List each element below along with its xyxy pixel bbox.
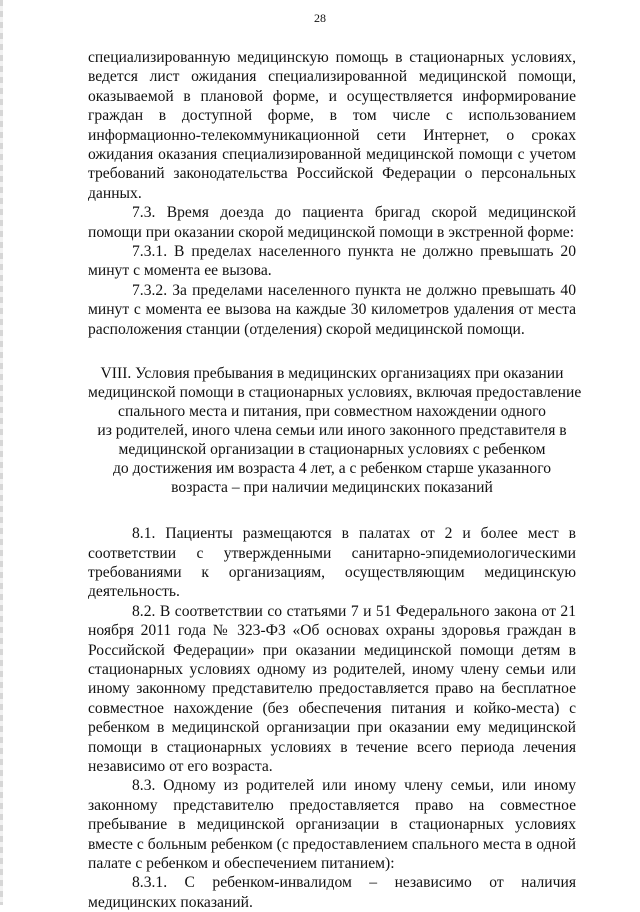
paragraph-7-3-2: 7.3.2. За пределами населенного пункта не должно превышать 40 минут с момента ее вызова на каждые 30 километров удаления от места расположения станции (отделения) скорой медицинской помощи. [88, 281, 576, 338]
paragraph-8-3: 8.3. Одному из родителей или иному члену семьи, или иному законному представителю предоставляется право на совместное пребывание в медицинской организации в стационарных условиях вместе с больным ребенком (с предоставлением спального места в одной палате с ребенком и обеспечением питанием): [88, 777, 576, 872]
page-number: 28 [314, 11, 326, 25]
paragraph-8-1: 8.1. Пациенты размещаются в палатах от 2 и более мест в соответствии с утвержденными санитарно-эпидемиологическими требованиями к организациям, осуществляющим медицинскую деятельность. [88, 525, 576, 601]
paragraph-8-3-1: 8.3.1. С ребенком-инвалидом – независимо от наличия медицинских показаний. [88, 874, 576, 911]
heading-line: возраста – при наличии медицинских показаний [171, 479, 493, 497]
heading-line: из родителей, иного члена семьи или иного законного представителя в [97, 422, 567, 440]
heading-line: медицинской помощи в стационарных условиях, включая предоставление [88, 384, 582, 402]
heading-line: до достижения им возраста 4 лет, а с ребенком старше указанного [112, 460, 551, 478]
paragraph-7-3: 7.3. Время доезда до пациента бригад скорой медицинской помощи при оказании скорой медицинской помощи в экстренной форме: [88, 204, 576, 241]
paragraph-7-3-1: 7.3.1. В пределах населенного пункта не должно превышать 20 минут с момента ее вызова. [88, 243, 576, 280]
paragraph-8-2: 8.2. В соответствии со статьями 7 и 51 Федерального закона от 21 ноября 2011 года № 323-ФЗ «Об основах охраны здоровья граждан в Российской Федерации» при оказании медицинской помощи детям в стационарных условиях одному из родителей, иному члену семьи или иному законному представителю предоставляется право на бесплатное совместное нахождение (без обеспечения питания и койко-места) с ребенком в медицинской организации при оказании ему медицинской помощи в стационарных условиях в течение всего периода лечения независимо от его возраста. [88, 602, 576, 775]
heading-line: VIII. Условия пребывания в медицинских организациях при оказании [100, 365, 564, 383]
section-heading-viii [88, 364, 582, 497]
document-body [88, 48, 582, 912]
scan-edge [0, 0, 3, 905]
heading-line: спального места и питания, при совместном нахождении одного [118, 403, 546, 421]
heading-line: медицинской организации в стационарных условиях с ребенком [118, 441, 546, 459]
paragraph-7-2-continued: специализированную медицинскую помощь в стационарных условиях, ведется лист ожидания специализированной медицинской помощи, оказываемой в плановой форме, и осуществляется информирование граждан в доступной форме, в том числе с использованием информационно-телекоммуникационной сети Интернет, о сроках ожидания оказания специализированной медицинской помощи с учетом требований законодательства Российской Федерации о персональных данных. [88, 49, 576, 202]
